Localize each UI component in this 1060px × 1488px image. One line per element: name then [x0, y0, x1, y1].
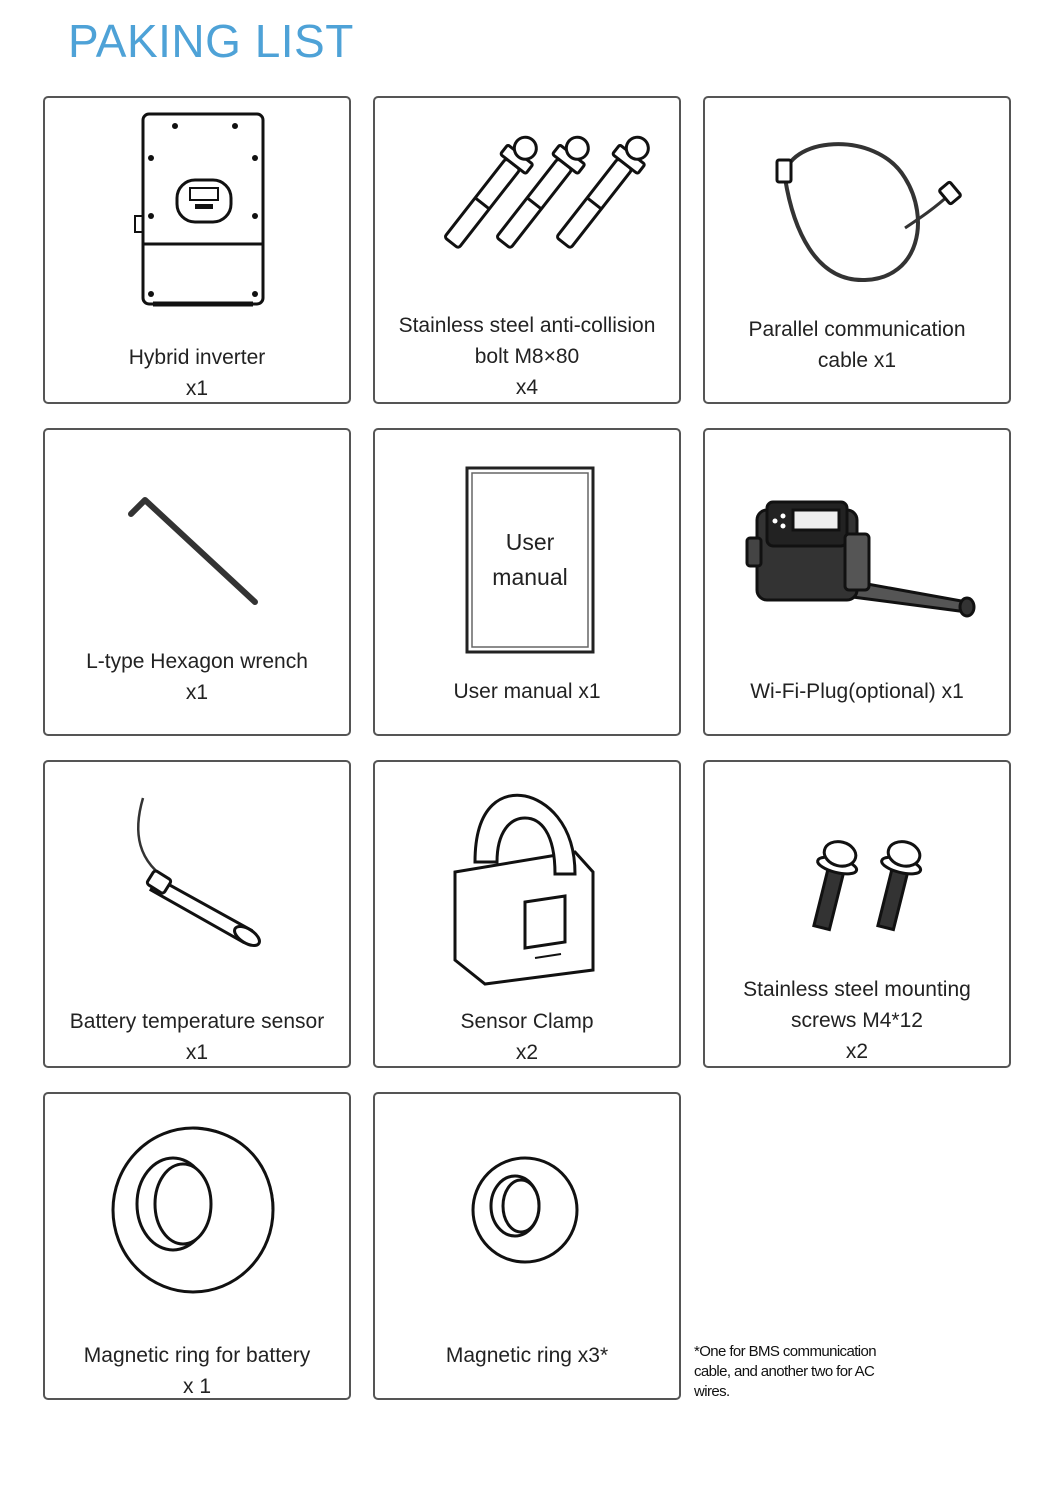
item-mounting-screws [703, 760, 1011, 1068]
item-caption: L-type Hexagon wrench x1 [86, 650, 308, 704]
svg-text:manual: manual [492, 564, 568, 590]
item-sensor-clamp [373, 760, 681, 1068]
item-caption: Wi-Fi-Plug(optional) x1 [750, 680, 964, 703]
item-caption: Sensor Clamp x2 [460, 1010, 594, 1064]
item-caption: User manual x1 [453, 680, 601, 703]
item-user-manual [373, 428, 681, 736]
item-caption: Parallel communication cable x1 [748, 318, 966, 372]
item-communication-cable [703, 96, 1011, 404]
item-hybrid-inverter [43, 96, 351, 404]
svg-text:User: User [505, 529, 555, 555]
item-hex-wrench [43, 428, 351, 736]
page-title: PAKING LIST [68, 15, 354, 67]
item-magnetic-ring [373, 1092, 681, 1400]
item-caption: Stainless steel anti-collision bolt M8×80 x4 [398, 314, 656, 399]
item-caption: Stainless steel mounting screws M4*12 x2 [743, 978, 971, 1063]
footnote: *One for BMS communication cable, and another two for AC wires. [694, 1343, 876, 1400]
item-wifi-plug [703, 428, 1011, 736]
item-caption: Battery temperature sensor x1 [69, 1010, 325, 1064]
item-caption: Hybrid inverter x1 [128, 346, 266, 400]
item-temperature-sensor [43, 760, 351, 1068]
item-magnetic-ring-battery [43, 1092, 351, 1400]
item-caption: Magnetic ring for battery x 1 [83, 1344, 311, 1398]
item-caption: Magnetic ring x3* [445, 1344, 609, 1367]
item-anchor-bolt [373, 96, 681, 404]
